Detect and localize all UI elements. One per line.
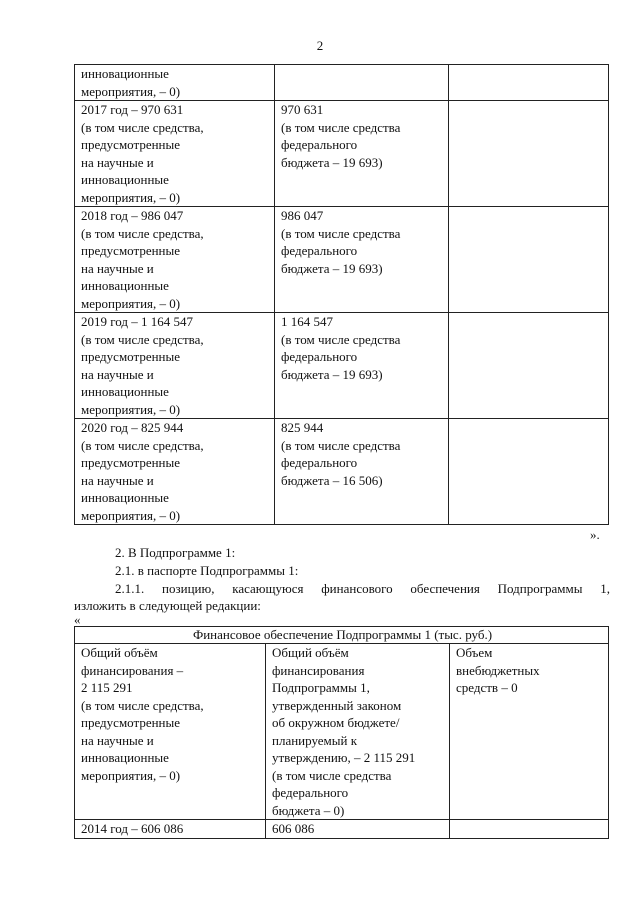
table-row: [75, 313, 609, 419]
table-row: [75, 65, 609, 101]
paragraph-position: 2.1.1. позицию, касающуюся финансового обеспечения Подпрограммы 1,: [115, 581, 610, 596]
table-cell: [275, 65, 449, 101]
table-cell: 1 164 547 (в том числе средства федерального бюджета – 19 693): [275, 313, 449, 419]
table-cell: 606 086: [266, 820, 450, 839]
table-cell: инновационные мероприятия, – 0): [75, 65, 275, 101]
subprogram-funding-table: [74, 626, 609, 839]
table-cell: 2020 год – 825 944 (в том числе средства, предусмотренные на научные и инновационные мероприятия, – 0): [75, 419, 275, 525]
table-cell: [449, 65, 609, 101]
opening-quote: «: [74, 612, 81, 627]
table-cell: Общий объём финансирования – 2 115 291 (в том числе средства, предусмотренные на научные и инновационные мероприятия, – 0): [75, 644, 266, 820]
table-row: [75, 820, 609, 839]
closing-quote: ».: [590, 527, 600, 542]
paragraph-edition: изложить в следующей редакции:: [74, 598, 261, 613]
paragraph-passport: 2.1. в паспорте Подпрограммы 1:: [115, 563, 299, 578]
table-cell: Общий объём финансирования Подпрограммы 1, утвержденный законом об окружном бюджете/ планируемый к утверждению, – 2 115 291 (в том числе средства федерального бюджета – 0): [266, 644, 450, 820]
table-cell: 2019 год – 1 164 547 (в том числе средства, предусмотренные на научные и инновационные мероприятия, – 0): [75, 313, 275, 419]
table-cell: Объем внебюджетных средств – 0: [450, 644, 609, 820]
table-row: [75, 644, 609, 820]
funding-table-continued: [74, 64, 609, 525]
table-caption: Финансовое обеспечение Подпрограммы 1 (тыс. руб.): [75, 627, 609, 644]
paragraph-subprogram: 2. В Подпрограмме 1:: [115, 545, 236, 560]
table-cell: [450, 820, 609, 839]
table-row: [75, 207, 609, 313]
table-cell: 970 631 (в том числе средства федерального бюджета – 19 693): [275, 101, 449, 207]
table-cell: [449, 419, 609, 525]
table-caption-row: [75, 627, 609, 644]
table-cell: 825 944 (в том числе средства федерального бюджета – 16 506): [275, 419, 449, 525]
table-row: [75, 101, 609, 207]
table-cell: 2017 год – 970 631 (в том числе средства, предусмотренные на научные и инновационные мероприятия, – 0): [75, 101, 275, 207]
table-cell: 2014 год – 606 086: [75, 820, 266, 839]
table-cell: 2018 год – 986 047 (в том числе средства, предусмотренные на научные и инновационные мероприятия, – 0): [75, 207, 275, 313]
table-cell: 986 047 (в том числе средства федерального бюджета – 19 693): [275, 207, 449, 313]
table-cell: [449, 101, 609, 207]
table-row: [75, 419, 609, 525]
page-number: 2: [316, 38, 324, 53]
table-cell: [449, 207, 609, 313]
table-cell: [449, 313, 609, 419]
